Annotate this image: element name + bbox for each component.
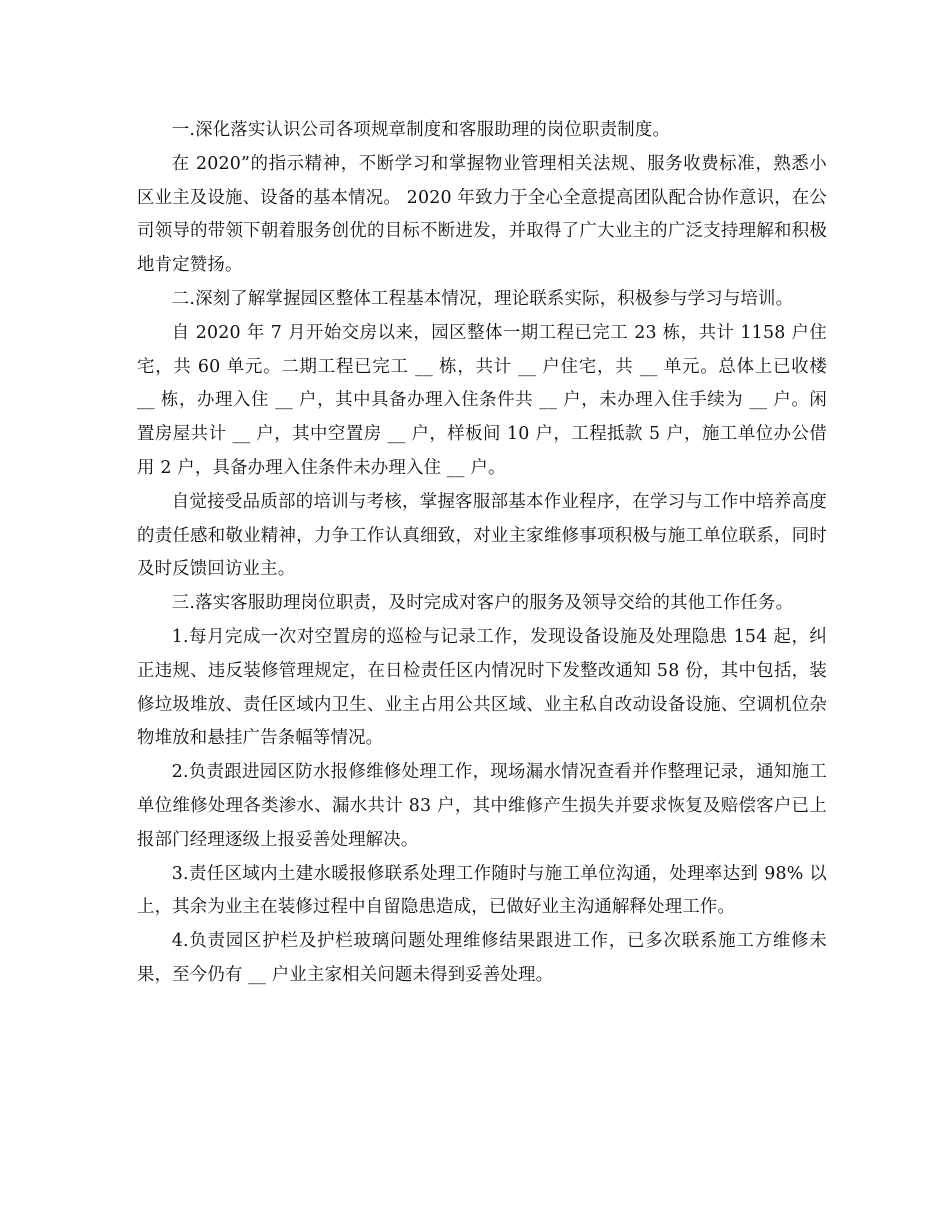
paragraph: 自 2020 年 7 月开始交房以来，园区整体一期工程已完工 23 栋，共计 1158 户住宅，共 60 单元。二期工程已完工 __ 栋，共计 __ 户住宅，共 __ 单元。总体上已收楼 __ 栋，办理入住 __ 户，其中具备办理入住条件共 __ 户，未办理入住手续为 __ 户。闲置房屋共计 __ 户，其中空置房 __ 户，样板间 10 户，工程抵款 5 户，施工单位办公借用 2 户，具备办理入住条件未办理入住 __ 户。	[137, 322, 827, 478]
document-body	[137, 114, 827, 993]
section-heading-1: 一.深化落实认识公司各项规章制度和客服助理的岗位职责制度。	[171, 120, 671, 140]
paragraph: 在 2020”的指示精神，不断学习和掌握物业管理相关法规、服务收费标准，熟悉小区业主及设施、设备的基本情况。 2020 年致力于全心全意提高团队配合协作意识，在公司领导的带领下朝着服务创优的目标不断进发，并取得了广大业主的广泛支持理解和积极地肯定赞扬。	[137, 153, 827, 276]
list-item: 1.每月完成一次对空置房的巡检与记录工作，发现设备设施及处理隐患 154 起，纠正违规、违反装修管理规定，在日检责任区内情况时下发整改通知 58 份，其中包括，装修垃圾堆放、责任区域内卫生、业主占用公共区域、业主私自改动设备设施、空调机位杂物堆放和悬挂广告条幅等情况。	[137, 626, 827, 749]
section-heading-2: 二.深刻了解掌握园区整体工程基本情况，理论联系实际，积极参与学习与培训。	[171, 288, 794, 309]
list-item: 4.负责园区护栏及护栏玻璃问题处理维修结果跟进工作，已多次联系施工方维修未果，至今仍有 __ 户业主家相关问题未得到妥善处理。	[137, 931, 827, 985]
list-item: 2.负责跟进园区防水报修维修处理工作，现场漏水情况查看并作整理记录，通知施工单位维修处理各类渗水、漏水共计 83 户，其中维修产生损失并要求恢复及赔偿客户已上报部门经理逐级上报妥善处理解决。	[137, 762, 827, 850]
paragraph: 自觉接受品质部的培训与考核，掌握客服部基本作业程序，在学习与工作中培养高度的责任感和敬业精神，力争工作认真细致，对业主家维修事项积极与施工单位联系，同时及时反馈回访业主。	[137, 491, 827, 580]
section-heading-3: 三.落实客服助理岗位职责，及时完成对客户的服务及领导交给的其他工作任务。	[171, 593, 794, 614]
list-item: 3.责任区域内土建水暖报修联系处理工作随时与施工单位沟通，处理率达到 98% 以上，其余为业主在装修过程中自留隐患造成，已做好业主沟通解释处理工作。	[137, 863, 827, 918]
